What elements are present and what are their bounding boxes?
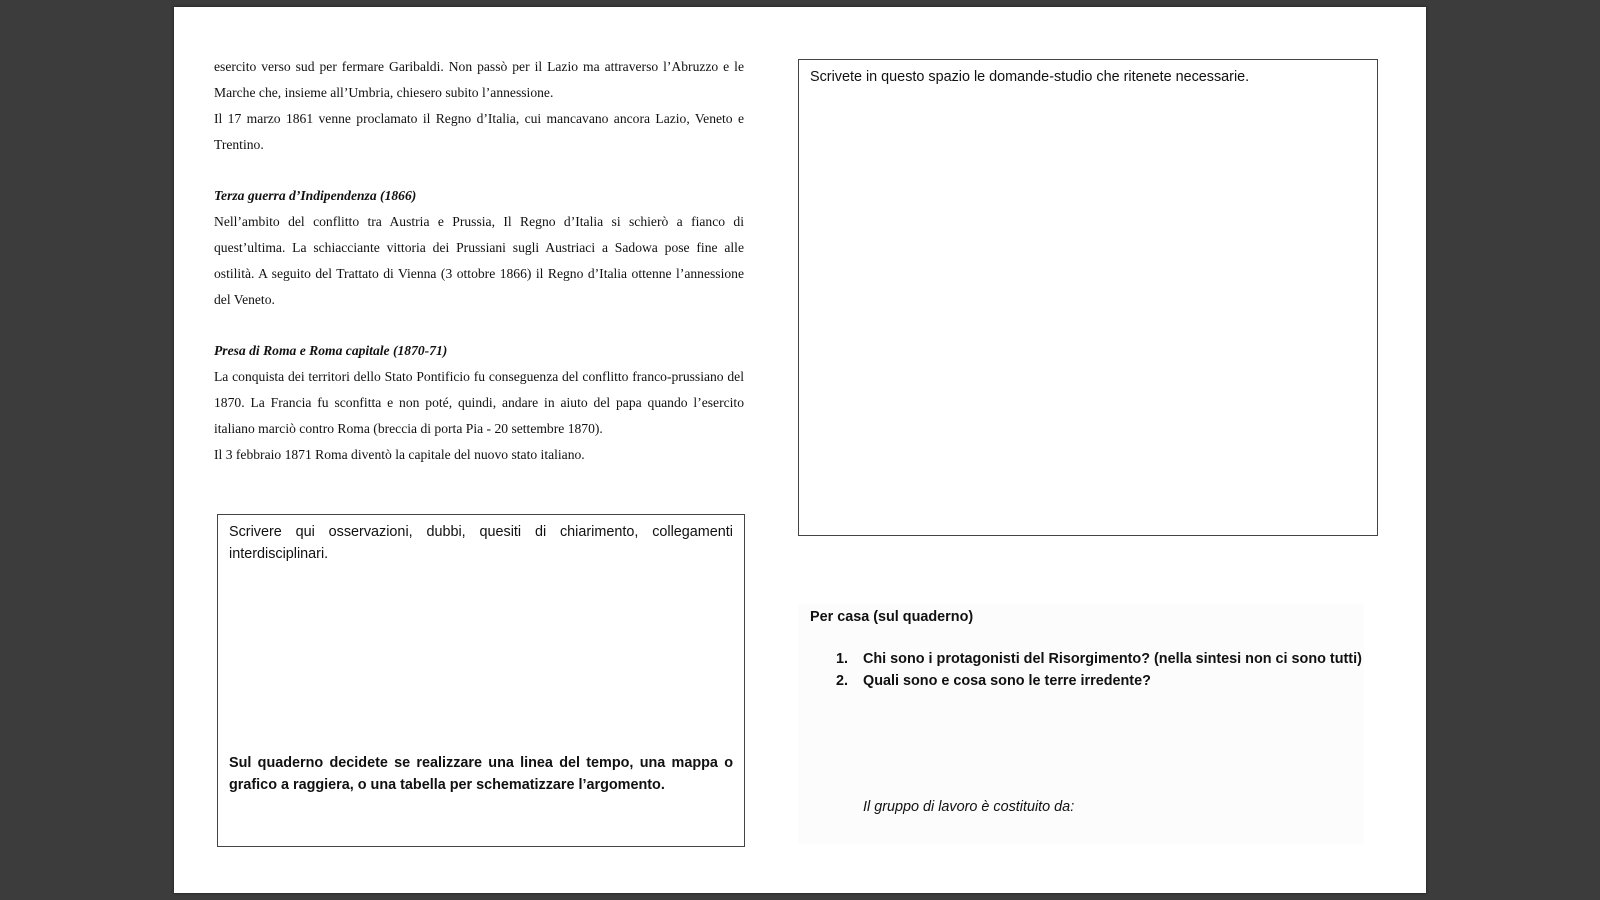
homework-item-number: 1. (836, 651, 849, 667)
notes-prompt: Scrivere qui osservazioni, dubbi, quesiti di chiarimento, collegamenti interdisciplinari. (229, 524, 733, 562)
homework-item (810, 648, 1362, 670)
homework-item (810, 670, 1362, 692)
section-text-roma-capitale: Il 3 febbraio 1871 Roma diventò la capitale del nuovo stato italiano. (214, 447, 585, 462)
main-text-column (214, 54, 744, 468)
document-page (174, 7, 1426, 893)
homework-item-text: Quali sono e cosa sono le terre irredente? (863, 673, 1151, 689)
homework-title: Per casa (sul quaderno) (810, 609, 974, 625)
questions-box[interactable] (798, 59, 1378, 536)
paragraph: esercito verso sud per fermare Garibaldi. Non passò per il Lazio ma attraverso l’Abruzzo e le Marche che, insieme all’Umbria, chiesero subito l’annessione. (214, 59, 744, 100)
section-heading-presa-di-roma: Presa di Roma e Roma capitale (1870-71) (214, 343, 448, 358)
section-text-terza-guerra: Nell’ambito del conflitto tra Austria e Prussia, Il Regno d’Italia si schierò a fianco di quest’ultima. La schiacciante vittoria dei Prussiani sugli Austriaci a Sadowa pose fine alle ostilità. A seguito del Trattato di Vienna (3 ottobre 1866) il Regno d’Italia ottenne l’annessione del Veneto. (214, 214, 744, 307)
notes-box[interactable] (217, 514, 745, 847)
notes-instruction: Sul quaderno decidete se realizzare una linea del tempo, una mappa o grafico a raggiera, o una tabella per schematizzare l’argomento. (229, 755, 733, 793)
homework-item-number: 2. (836, 673, 849, 689)
homework-section (798, 604, 1364, 844)
homework-list (810, 648, 1362, 692)
group-label: Il gruppo di lavoro è costituito da: (863, 799, 1075, 815)
homework-item-text: Chi sono i protagonisti del Risorgimento? (nella sintesi non ci sono tutti) (863, 651, 1362, 667)
section-heading-terza-guerra: Terza guerra d’Indipendenza (1866) (214, 188, 417, 203)
section-text-presa-di-roma: La conquista dei territori dello Stato Pontificio fu conseguenza del conflitto franco-prussiano del 1870. La Francia fu sconfitta e non poté, quindi, andare in aiuto del papa quando l’esercito italiano marciò contro Roma (breccia di porta Pia - 20 settembre 1870). (214, 369, 744, 436)
paragraph: Il 17 marzo 1861 venne proclamato il Regno d’Italia, cui mancavano ancora Lazio, Veneto e Trentino. (214, 111, 744, 152)
questions-prompt: Scrivete in questo spazio le domande-studio che ritenete necessarie. (810, 69, 1250, 85)
